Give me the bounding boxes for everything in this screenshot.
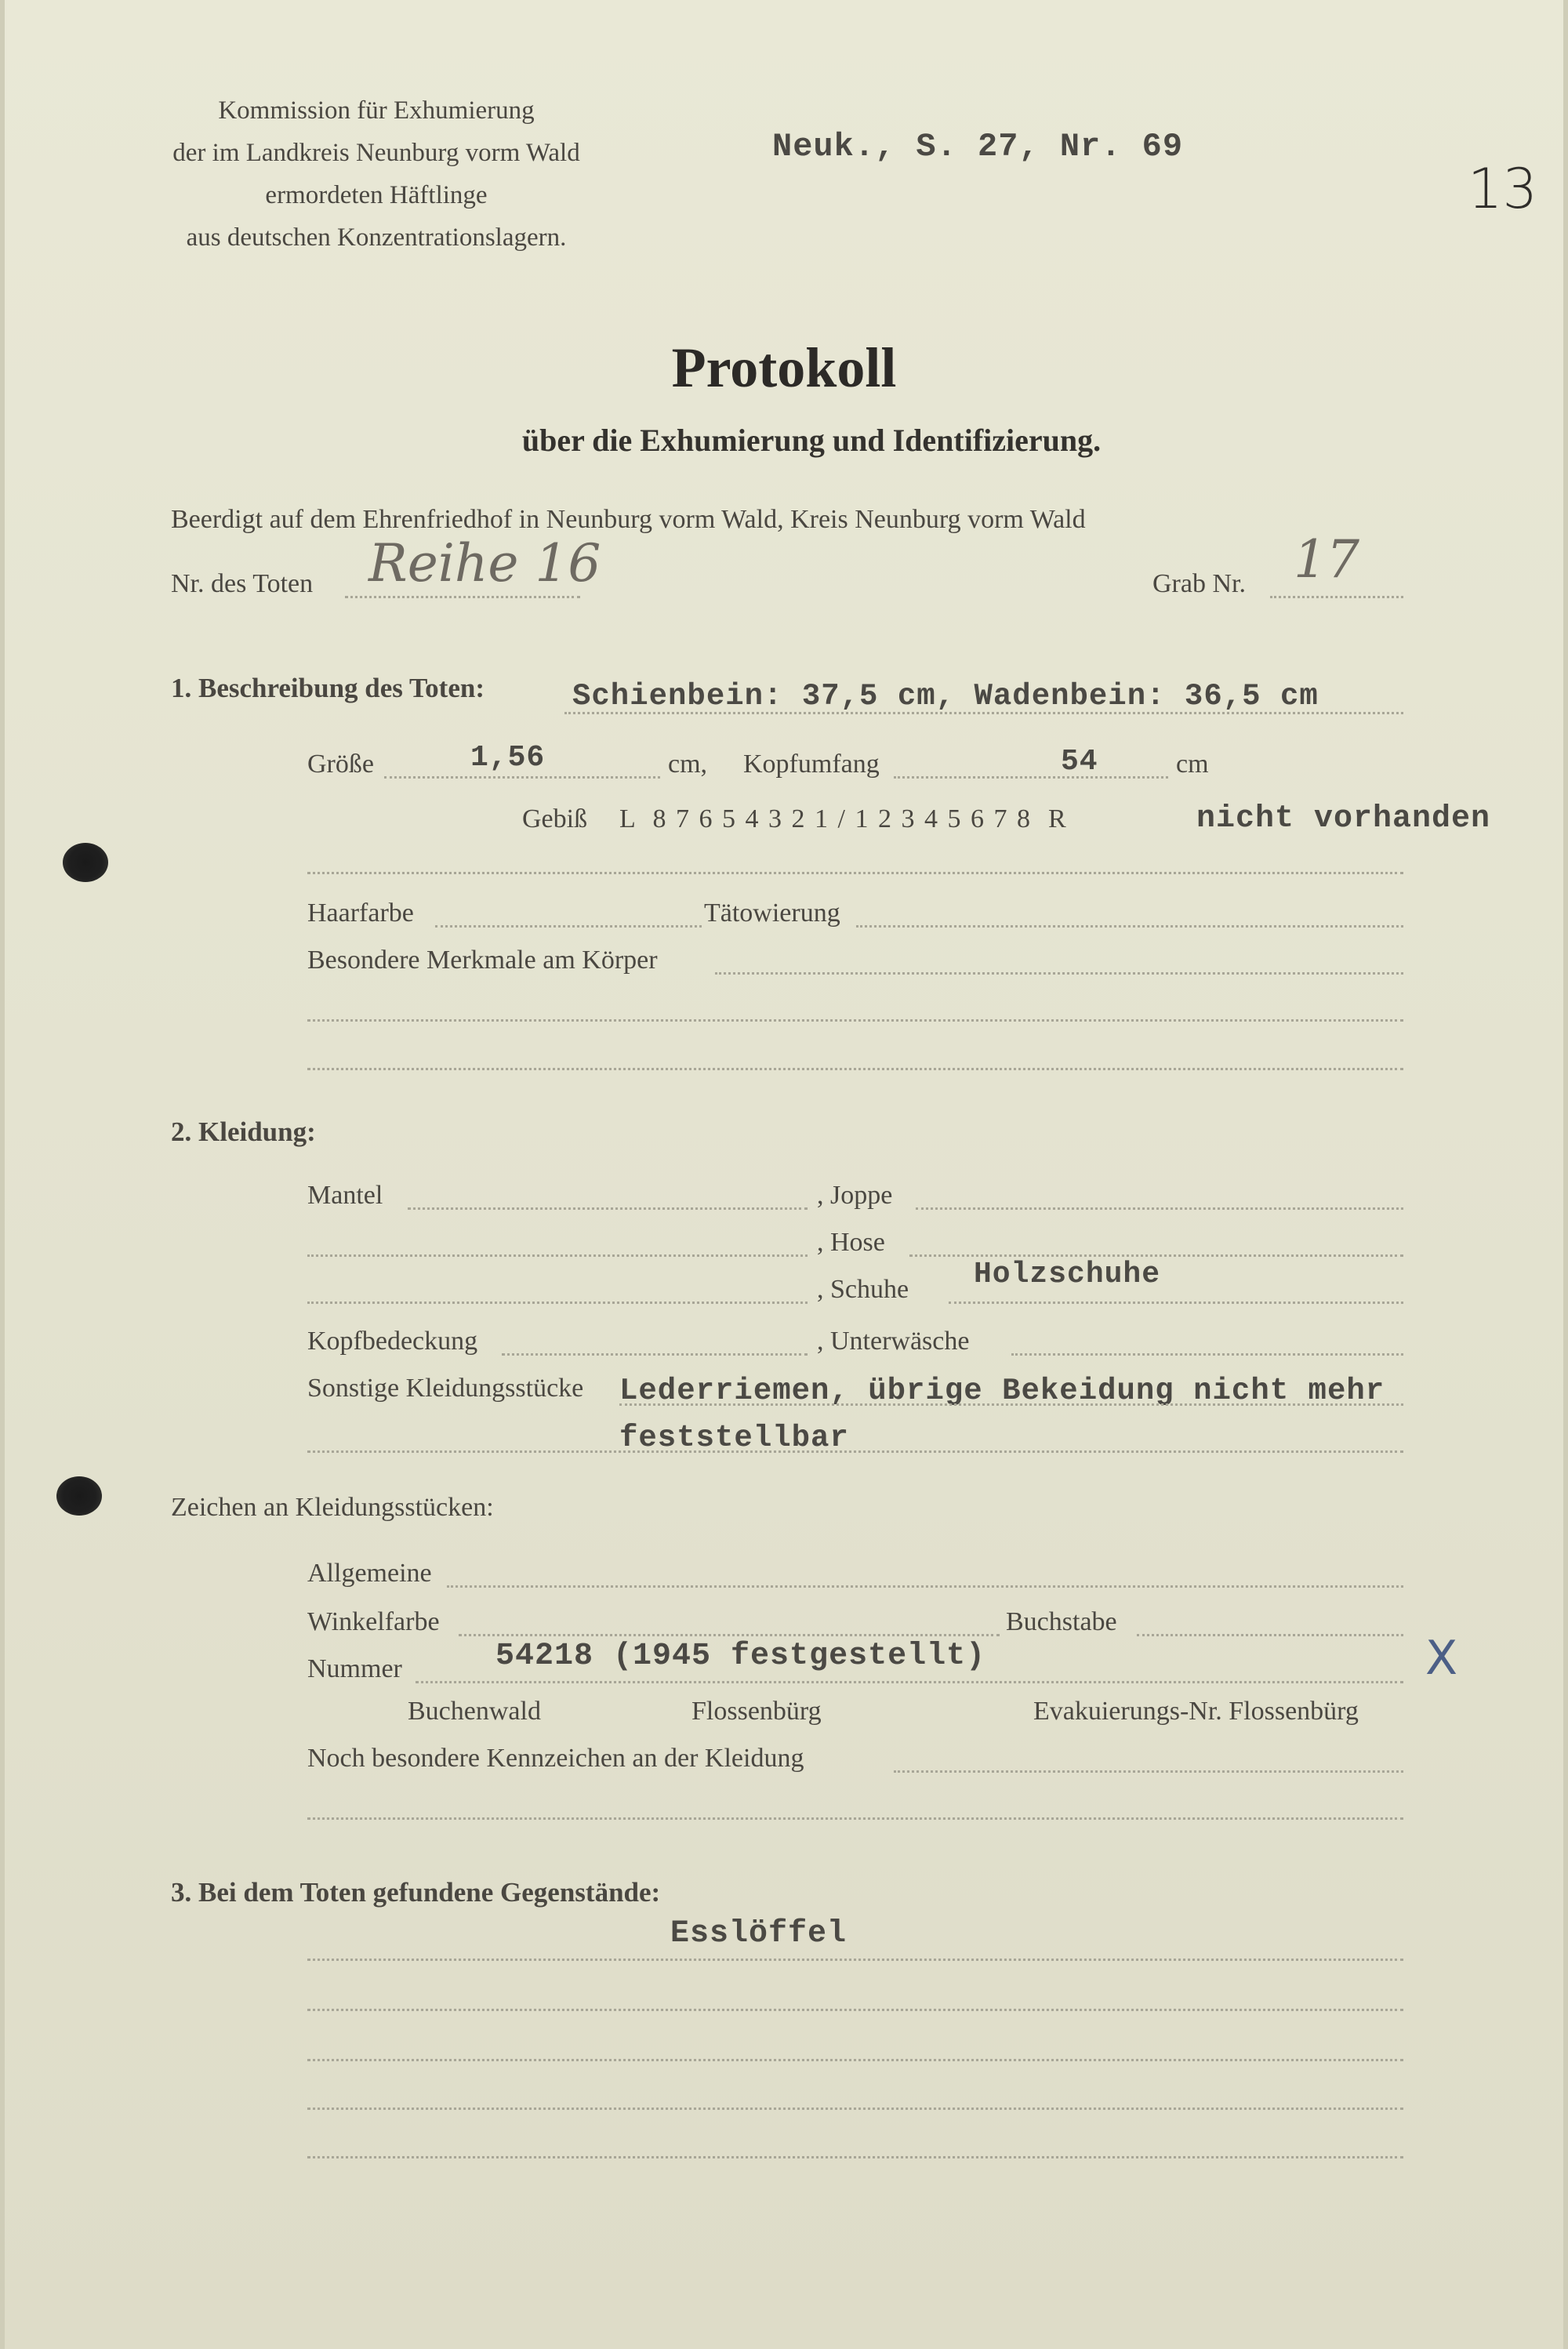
allgemeine-label: Allgemeine [307, 1559, 432, 1588]
commission-line-2: der im Landkreis Neunburg vorm Wald [172, 139, 580, 167]
unterwaesche-label: , Unterwäsche [817, 1327, 970, 1356]
sonstige-line-2 [307, 1450, 1403, 1453]
kopfbedeckung-line [502, 1353, 808, 1356]
noch-kennzeichen-line-1 [894, 1770, 1403, 1773]
buchstabe-line [1137, 1634, 1403, 1636]
commission-line-4: aus deutschen Konzentrationslagern. [186, 223, 567, 252]
hose-line [909, 1254, 1403, 1257]
gegenstaende-line-3 [307, 2059, 1403, 2061]
gebiss-extra-line [307, 872, 1403, 874]
noch-kennzeichen-label: Noch besondere Kennzeichen an der Kleidung [307, 1744, 804, 1773]
winkelfarbe-line [459, 1634, 1000, 1636]
zeichen-heading: Zeichen an Kleidungsstücken: [171, 1493, 494, 1522]
merkmale-line-1 [715, 972, 1403, 975]
allgemeine-line [447, 1585, 1403, 1588]
grab-nr-label: Grab Nr. [1152, 569, 1246, 598]
groesse-line [384, 776, 660, 779]
page-subtitle: über die Exhumierung und Identifizierung. [521, 423, 1102, 458]
punch-hole-upper [63, 843, 108, 882]
merkmale-line-3 [307, 1068, 1403, 1070]
kopfumfang-value: 54 [1061, 745, 1098, 779]
burial-line: Beerdigt auf dem Ehrenfriedhof in Neunburg vorm Wald, Kreis Neunburg vorm Wald [171, 505, 1086, 534]
schuhe-left-line [307, 1302, 808, 1304]
sonstige-line-1 [619, 1403, 1403, 1406]
section-1-heading: 1. Beschreibung des Toten: [171, 673, 485, 703]
groesse-value: 1,56 [470, 741, 546, 775]
flossenbuerg-label: Flossenbürg [691, 1697, 822, 1726]
blue-check-mark: X [1425, 1631, 1458, 1686]
cm-unit-2: cm [1176, 750, 1209, 779]
merkmale-line-2 [307, 1019, 1403, 1022]
groesse-label: Größe [307, 750, 374, 779]
archive-reference: Neuk., S. 27, Nr. 69 [772, 128, 1184, 165]
buchstabe-label: Buchstabe [1006, 1607, 1117, 1636]
merkmale-label: Besondere Merkmale am Körper [307, 946, 658, 975]
gegenstaende-value: Esslöffel [670, 1916, 848, 1951]
nummer-value: 54218 (1945 festgestellt) [495, 1639, 986, 1674]
taetowierung-line [856, 925, 1403, 928]
haarfarbe-line [435, 925, 702, 928]
mantel-label: Mantel [307, 1181, 383, 1210]
mantel-line [408, 1207, 808, 1210]
joppe-label: , Joppe [817, 1181, 893, 1210]
sonstige-value-line-1: Lederriemen, übrige Bekeidung nicht mehr [619, 1374, 1385, 1408]
gebiss-teeth-diagram: L 8 7 6 5 4 3 2 1 / 1 2 3 4 5 6 7 8 R [619, 804, 1068, 833]
hose-left-line [307, 1254, 808, 1257]
commission-line-1: Kommission für Exhumierung [218, 96, 535, 125]
nr-toten-handwritten: Reihe 16 [368, 533, 601, 594]
schuhe-line [949, 1302, 1403, 1304]
section-3-heading: 3. Bei dem Toten gefundene Gegenstände: [171, 1877, 661, 1908]
taetowierung-label: Tätowierung [704, 899, 840, 928]
buchenwald-label: Buchenwald [408, 1697, 541, 1726]
evakuierung-label: Evakuierungs-Nr. Flossenbürg [1033, 1697, 1359, 1726]
grab-nr-line [1270, 596, 1403, 598]
gebiss-value: nicht vorhanden [1196, 801, 1491, 837]
grab-nr-handwritten: 17 [1294, 529, 1359, 590]
nummer-label: Nummer [307, 1654, 402, 1683]
schuhe-label: , Schuhe [817, 1275, 909, 1304]
gegenstaende-line-1 [307, 1959, 1403, 1961]
kopfumfang-line [894, 776, 1168, 779]
gebiss-label: Gebiß [522, 804, 588, 833]
sonstige-value-line-2: feststellbar [619, 1421, 849, 1455]
gegenstaende-line-5 [307, 2156, 1403, 2158]
kopfbedeckung-label: Kopfbedeckung [307, 1327, 478, 1356]
hose-label: , Hose [817, 1228, 885, 1257]
gegenstaende-line-2 [307, 2009, 1403, 2011]
joppe-line [916, 1207, 1403, 1210]
sonstige-label: Sonstige Kleidungsstücke [307, 1374, 584, 1403]
nummer-line [416, 1681, 1403, 1683]
page-title: Protokoll [671, 336, 897, 399]
unterwaesche-line [1011, 1353, 1403, 1356]
page-number: 13 [1468, 157, 1538, 221]
commission-block [141, 89, 612, 259]
bone-description: Schienbein: 37,5 cm, Wadenbein: 36,5 cm [572, 679, 1319, 713]
section-2-heading: 2. Kleidung: [171, 1116, 316, 1147]
noch-kennzeichen-line-2 [307, 1817, 1403, 1820]
cm-unit-1: cm, [668, 750, 708, 779]
schuhe-value: Holzschuhe [974, 1258, 1161, 1291]
nr-toten-label: Nr. des Toten [171, 569, 314, 598]
gegenstaende-line-4 [307, 2108, 1403, 2110]
haarfarbe-label: Haarfarbe [307, 899, 414, 928]
nr-toten-line [345, 596, 580, 598]
winkelfarbe-label: Winkelfarbe [307, 1607, 440, 1636]
punch-hole-lower [56, 1476, 102, 1516]
commission-line-3: ermordeten Häftlinge [265, 181, 488, 209]
kopfumfang-label: Kopfumfang [743, 750, 880, 779]
